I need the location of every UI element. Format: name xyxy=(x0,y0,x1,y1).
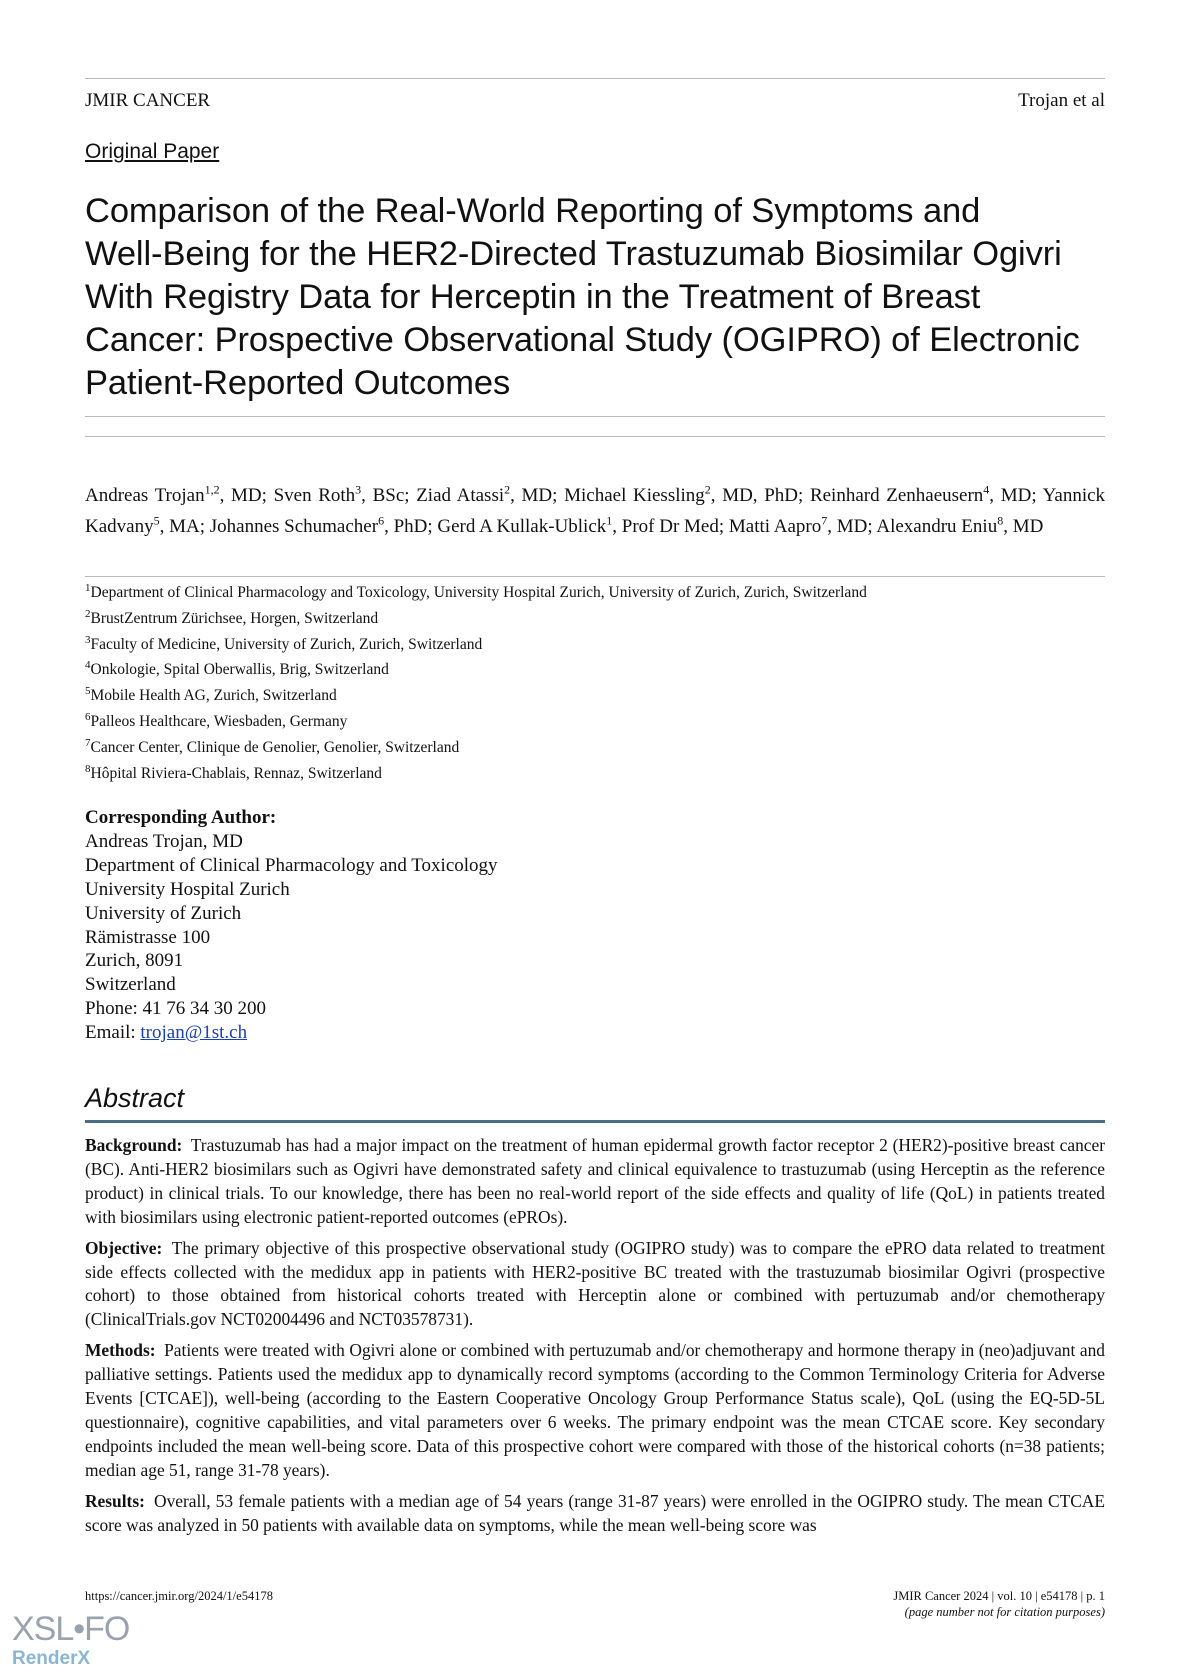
author-degree: MD xyxy=(836,516,868,537)
affiliation-item xyxy=(85,657,1105,683)
affiliation-number: 6 xyxy=(85,710,91,723)
abstract-body xyxy=(85,1134,1105,1545)
affiliation-number: 5 xyxy=(85,685,91,698)
author-affil-sup: 8 xyxy=(997,513,1004,528)
article-type: Original Paper xyxy=(85,140,220,163)
affiliation-text: Palleos Healthcare, Wiesbaden, Germany xyxy=(90,712,348,730)
author-name: Johannes Schumacher xyxy=(209,516,379,537)
renderx-logo: RenderX xyxy=(12,1648,91,1669)
affiliation-text: Mobile Health AG, Zurich, Switzerland xyxy=(90,687,337,705)
affiliation-text: Hôpital Riviera-Chablais, Rennaz, Switzerland xyxy=(90,764,382,782)
abstract-section-methods xyxy=(85,1339,1105,1482)
affiliation-text: Faculty of Medicine, University of Zurich, Zurich, Switzerland xyxy=(90,635,483,653)
section-label: Objective: xyxy=(85,1237,163,1258)
corresponding-line: Andreas Trojan, MD xyxy=(85,830,243,852)
section-label: Methods: xyxy=(85,1340,156,1361)
section-text: Patients were treated with Ogivri alone or combined with pertuzumab and/or chemotherapy and hormone therapy in (neo)adjuvant and palliative settings. Patients used the medidux app to dynamically record symptoms (according to the Common Terminology Criteria for Adverse Events [CTCAE]), well-being (according to the Eastern Cooperative Oncology Group Performance Status scale), QoL (using the EQ-5D-5L questionnaire), cognitive capabilities, and vital parameters over 6 weeks. The primary endpoint was the mean CTCAE score. Key secondary endpoints included the mean well-being score. Data of this prospective cohort were compared with those of the historical cohorts (n=38 patients; median age 51, range 31-78 years). xyxy=(85,1340,1105,1480)
author-name: Reinhard Zenhaeusern xyxy=(809,485,984,506)
section-label: Background: xyxy=(85,1135,183,1155)
running-head xyxy=(85,90,1105,112)
affiliation-number: 8 xyxy=(85,762,91,775)
author-name: Sven Roth xyxy=(273,485,356,506)
affiliation-item xyxy=(85,709,1105,735)
title-line: Well-Being for the HER2-Directed Trastuzumab Biosimilar Ogivri xyxy=(85,235,1062,273)
affiliation-text: Cancer Center, Clinique de Genolier, Genolier, Switzerland xyxy=(90,738,460,756)
affiliation-number: 4 xyxy=(85,659,91,672)
author-list: Andreas Trojan$^{1,2}$, MD; Sven Roth$^3$, BSc; Ziad Atassi$^2$, MD; Michael Kiessling$^2$, MD, PhD; Reinhard Zenhaeusern$^4$, MD; Yannick Kadvany$^5$, MA; Johannes Schumacher$^6$, PhD; Gerd A Kullak-Ublick$^1$, Prof Dr Med; Matti Aapro$^7$, MD; Alexandru Eniu$^8$, MD xyxy=(85,482,1106,537)
journal-name: JMIR CANCER xyxy=(85,90,211,111)
email-label: Email: xyxy=(85,1022,141,1044)
section-text: The primary objective of this prospective observational study (OGIPRO study) was to compare the ePRO data related to treatment side effects collected with the medidux app in patients with HER2-positive BC treated with the trastuzumab biosimilar Ogivri (prospective cohort) to those obtained from historical cohorts treated with Herceptin alone or combined with pertuzumab and/or chemotherapy (ClinicalTrials.gov NCT02004496 and NCT03578731). xyxy=(85,1237,1105,1330)
xslfo-logo: XSL•FO xyxy=(12,1610,130,1648)
author-degree: Prof Dr Med xyxy=(621,516,719,537)
affiliation-number: 1 xyxy=(85,581,91,594)
affiliation-item xyxy=(85,580,1105,606)
author-degree: BSc xyxy=(372,485,405,506)
affiliation-list xyxy=(85,580,1105,786)
author-affil-sup: 7 xyxy=(821,513,828,528)
title-line: With Registry Data for Herceptin in the Treatment of Breast xyxy=(85,278,981,316)
affiliation-item xyxy=(85,683,1105,709)
author-degree: MD, PhD xyxy=(722,485,798,506)
affiliation-number: 2 xyxy=(85,607,91,620)
author-affil-sup: 3 xyxy=(355,482,362,497)
author-degree: MD xyxy=(1012,516,1044,537)
footer-note: (page number not for citation purposes) xyxy=(904,1605,1105,1619)
corresponding-line: Switzerland xyxy=(85,974,176,996)
author-degree: MD xyxy=(521,485,553,506)
title-rule-bottom xyxy=(85,436,1105,437)
title-line: Patient-Reported Outcomes xyxy=(85,364,511,402)
section-text: Overall, 53 female patients with a median age of 54 years (range 31-87 years) were enrolled in the OGIPRO study. The mean CTCAE score was analyzed in 50 patients with available data on symptoms, while the mean well-being score was xyxy=(85,1490,1105,1535)
corresponding-line: University Hospital Zurich xyxy=(85,878,290,900)
affiliation-number: 7 xyxy=(85,736,91,749)
top-rule xyxy=(85,78,1105,79)
author-name: Ziad Atassi xyxy=(416,485,505,506)
author-degree: MA xyxy=(169,516,200,537)
section-label: Results: xyxy=(85,1490,145,1511)
abstract-section-objective xyxy=(85,1237,1105,1333)
footer-url[interactable]: https://cancer.jmir.org/2024/1/e54178 xyxy=(85,1589,273,1603)
corresponding-heading: Corresponding Author: xyxy=(85,807,277,828)
paper-title xyxy=(85,190,1105,405)
author-name: Gerd A Kullak-Ublick xyxy=(437,516,607,537)
abstract-heading: Abstract xyxy=(85,1083,185,1113)
title-line: Cancer: Prospective Observational Study (OGIPRO) of Electronic xyxy=(85,321,1080,359)
affiliation-number: 3 xyxy=(85,633,91,646)
affiliation-item xyxy=(85,632,1105,658)
author-name: Matti Aapro xyxy=(728,516,822,537)
abstract-rule xyxy=(85,1120,1105,1123)
author-affil-sup: 6 xyxy=(378,513,385,528)
author-rule xyxy=(85,576,1105,577)
abstract-section-results xyxy=(85,1490,1105,1538)
affiliation-item xyxy=(85,735,1105,761)
corresponding-line: Rämistrasse 100 xyxy=(85,926,211,948)
email-link[interactable]: trojan@1st.ch xyxy=(140,1022,248,1044)
affiliation-text: Onkologie, Spital Oberwallis, Brig, Switzerland xyxy=(90,661,389,679)
section-text: Trastuzumab has had a major impact on the treatment of human epidermal growth factor receptor 2 (HER2)-positive breast cancer (BC). Anti-HER2 biosimilars such as Ogivri have demonstrated safety and clinical equivalence to trastuzumab (using Herceptin as the reference product) in clinical trials. To our knowledge, there has been no real-world report of the side effects and quality of life (QoL) in patients treated with biosimilars using electronic patient-reported outcomes (ePROs). xyxy=(85,1135,1105,1227)
affiliation-text: BrustZentrum Zürichsee, Horgen, Switzerland xyxy=(90,609,379,627)
corresponding-line: University of Zurich xyxy=(85,902,242,924)
affiliation-text: Department of Clinical Pharmacology and Toxicology, University Hospital Zurich, University of Zurich, Zurich, Switzerland xyxy=(90,584,867,601)
author-name: Michael Kiessling xyxy=(564,485,705,506)
footer-citation: JMIR Cancer 2024 | vol. 10 | e54178 | p. 1 xyxy=(893,1589,1105,1603)
author-affil-sup: 4 xyxy=(983,482,990,497)
corresponding-line: Zurich, 8091 xyxy=(85,950,184,972)
author-affil-sup: 5 xyxy=(153,513,160,528)
corresponding-line: Department of Clinical Pharmacology and Toxicology xyxy=(85,854,498,876)
author-degree: MD xyxy=(1000,485,1032,506)
author-name: Yannick Kadvany xyxy=(85,485,1106,537)
author-name: Andreas Trojan xyxy=(85,485,205,506)
author-affil-sup: 1 xyxy=(606,513,613,528)
author-degree: MD xyxy=(231,485,262,506)
author-affil-sup: 2 xyxy=(704,482,711,497)
author-affil-sup: 1,2 xyxy=(204,482,220,497)
running-author: Trojan et al xyxy=(1018,90,1105,111)
title-line: Comparison of the Real-World Reporting of Symptoms and xyxy=(85,192,981,230)
abstract-section-background xyxy=(85,1134,1105,1230)
corresponding-author xyxy=(85,806,498,1045)
author-name: Alexandru Eniu xyxy=(876,516,998,537)
footer-citation-block xyxy=(893,1588,1105,1620)
author-affil-sup: 2 xyxy=(504,482,511,497)
email-row xyxy=(85,1021,498,1045)
page-footer xyxy=(85,1588,1105,1619)
affiliation-item xyxy=(85,606,1105,632)
affiliation-item xyxy=(85,761,1105,787)
author-degree: PhD xyxy=(393,516,428,537)
title-rule-top xyxy=(85,416,1105,417)
corresponding-line: Phone: 41 76 34 30 200 xyxy=(85,998,267,1020)
